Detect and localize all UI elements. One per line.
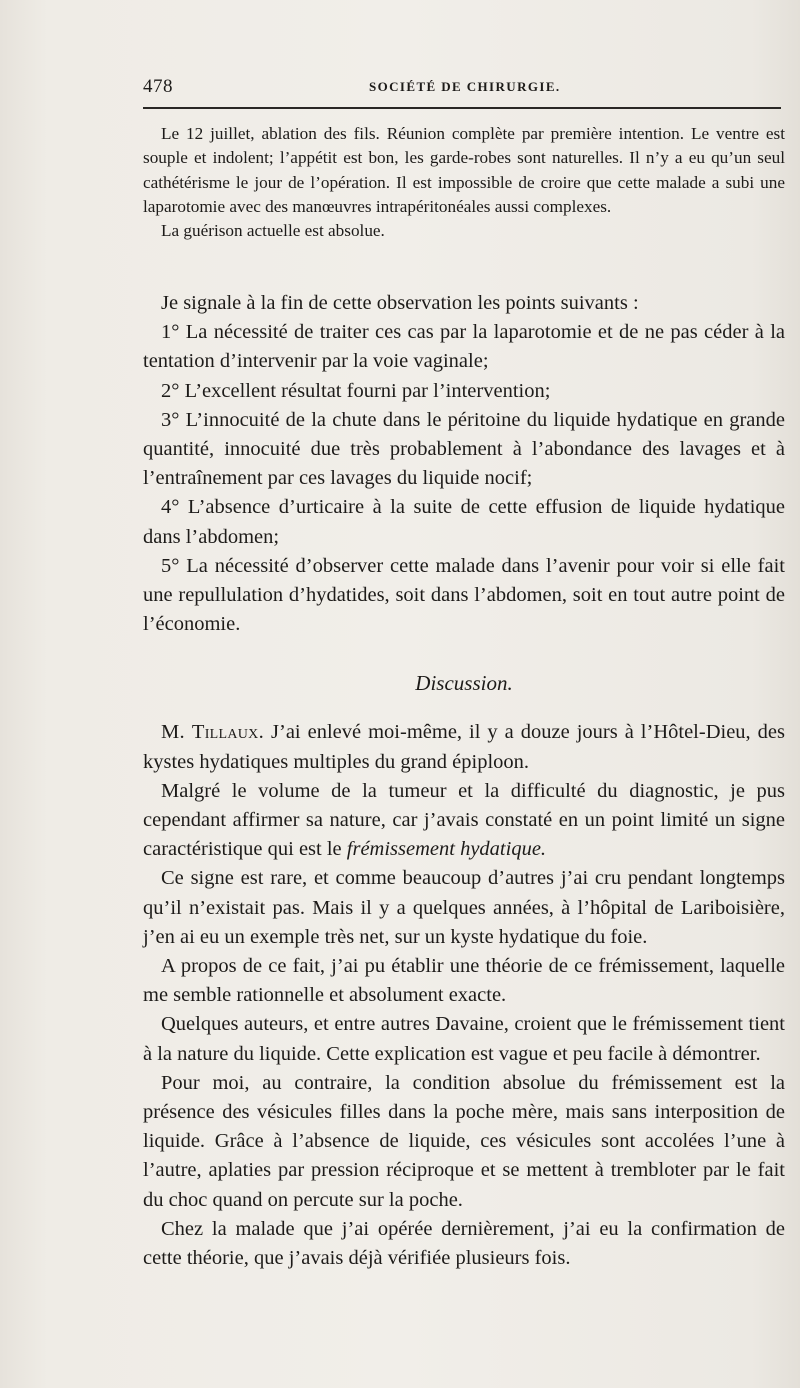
discussion-paragraph-4: A propos de ce fait, j’ai pu établir une théorie de ce frémissement, laquelle me semble rationnelle et absolument exacte. xyxy=(143,955,785,1007)
observations-intro: Je signale à la fin de cette observation les points suivants : xyxy=(161,292,639,314)
observation-point-1: 1° La nécessité de traiter ces cas par la laparotomie et de ne pas céder à la tentation d’intervenir par la voie vaginale; xyxy=(143,321,785,373)
discussion-paragraph-1 xyxy=(143,718,785,776)
running-head: SOCIÉTÉ DE CHIRURGIE. xyxy=(369,79,561,94)
discussion-paragraph-5: Quelques auteurs, et entre autres Davaine, croient que le frémissement tient à la nature du liquide. Cette explication est vague et peu facile à démontrer. xyxy=(143,1013,785,1065)
speaker-name: M. Tillaux. xyxy=(161,721,265,744)
page-number: 478 xyxy=(143,76,173,97)
discussion-paragraph-7: Chez la malade que j’ai opérée dernièrement, j’ai eu la confirmation de cette théorie, que j’avais déjà vérifiée plusieurs fois. xyxy=(143,1217,785,1270)
discussion-heading: Discussion. xyxy=(415,671,513,696)
observation-point-5: 5° La nécessité d’observer cette malade dans l’avenir pour voir si elle fait une repullulation d’hydatides, soit dans l’abdomen, soit en tout autre point de l’économie. xyxy=(143,554,785,636)
main-text xyxy=(143,289,785,1273)
discussion-paragraph-2 xyxy=(143,777,785,865)
discussion-paragraph-2-text: Malgré le volume de la tumeur et la difficulté du diagnostic, je pus cependant affirmer sa nature, car j’avais constaté en un point limité un signe caractéristique qui est le xyxy=(143,779,785,861)
observation-point-3: 3° L’innocuité de la chute dans le péritoine du liquide hydatique en grande quantité, innocuité due très probablement à l’abondance des lavages et à l’entraînement par ces lavages du liquide nocif; xyxy=(143,408,785,490)
emphasized-term: frémissement hydatique. xyxy=(346,838,547,861)
case-report-paragraph: Le 12 juillet, ablation des fils. Réunion complète par première intention. Le ventre est souple et indolent; l’appétit est bon, les garde-robes sont naturelles. Il n’y a eu qu’un seul cathétérisme le jour de l’opération. Il est impossible de croire que cette malade a subi une laparotomie avec des manœuvres intrapéritonéales aussi complexes. xyxy=(143,124,785,216)
observation-point-4: 4° L’absence d’urticaire à la suite de cette effusion de liquide hydatique dans l’abdomen; xyxy=(143,496,785,548)
page-header xyxy=(143,76,783,100)
discussion-paragraph-3: Ce signe est rare, et comme beaucoup d’autres j’ai cru pendant longtemps qu’il n’existait pas. Mais il y a quelques années, à l’hôpital de Lariboisière, j’en ai eu un exemple très net, sur un kyste hydatique du foie. xyxy=(143,867,785,948)
case-report-section xyxy=(143,122,785,243)
case-report-conclusion: La guérison actuelle est absolue. xyxy=(161,221,385,241)
discussion-paragraph-1-text: J’ai enlevé moi-même, il y a douze jours à l’Hôtel-Dieu, des kystes hydatiques multiples du grand épiploon. xyxy=(143,721,785,773)
header-rule xyxy=(143,107,781,109)
observation-point-2: 2° L’excellent résultat fourni par l’intervention; xyxy=(161,379,551,402)
discussion-paragraph-6: Pour moi, au contraire, la condition absolue du frémissement est la présence des vésicules filles dans la poche mère, mais sans interposition de liquide. Grâce à l’absence de liquide, ces vésicules sont accolées l’une à l’autre, aplaties par pression réciproque et se mettent à trembloter par le fait du choc quand on percute sur la poche. xyxy=(143,1071,785,1211)
